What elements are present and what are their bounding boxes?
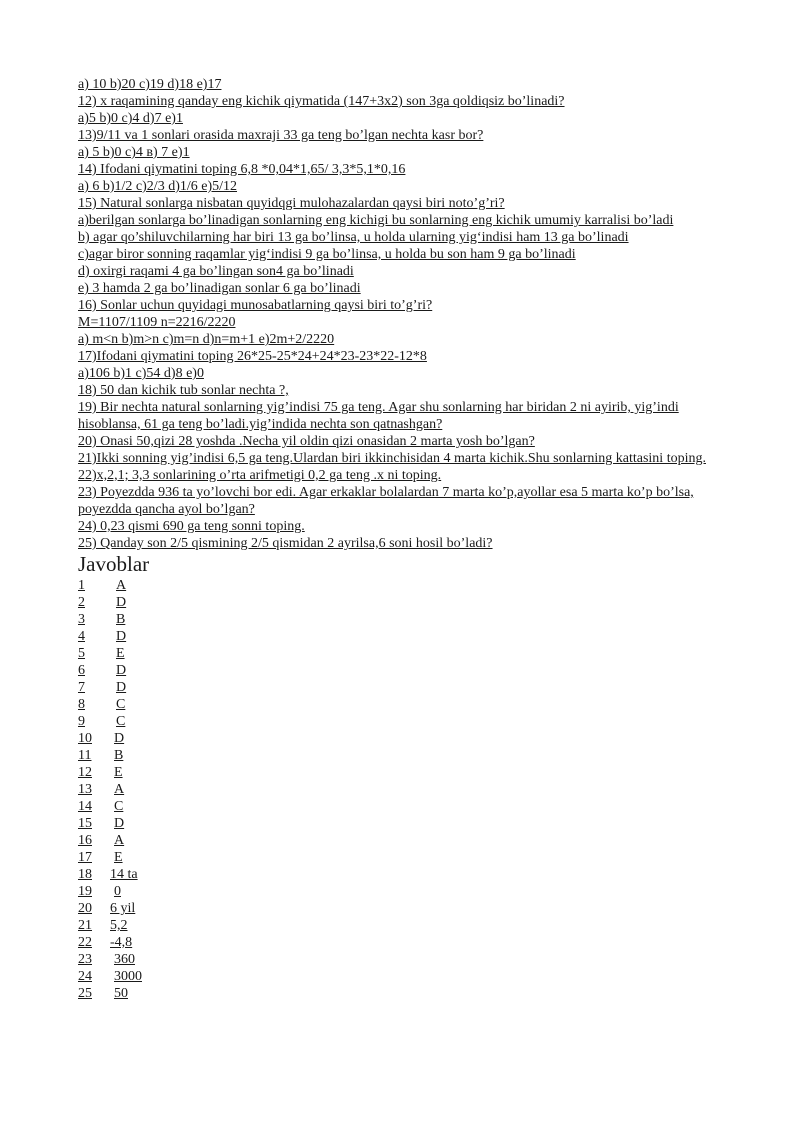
answer-number: 24	[78, 969, 92, 984]
answer-row	[78, 883, 778, 900]
answer-row	[78, 781, 778, 798]
text-line: 19) Bir nechta natural sonlarning yig’indisi 75 ga teng. Agar shu sonlarning har biridan 2 ni ayirib, yig’indi	[78, 400, 679, 415]
text-line: 14) Ifodani qiymatini toping 6,8 *0,04*1,65/ 3,3*5,1*0,16	[78, 162, 406, 177]
text-line: 13)9/11 va 1 sonlari orasida maxraji 33 ga teng bo’lgan nechta kasr bor?	[78, 128, 484, 143]
answer-number: 9	[78, 714, 85, 729]
text-line: a)106 b)1 c)54 d)8 e)0	[78, 366, 204, 381]
text-line: 21)Ikki sonning yig’indisi 6,5 ga teng.Ulardan biri ikkinchisidan 4 marta kichik.Shu sonlarning kattasini toping.	[78, 451, 706, 466]
answer-row	[78, 662, 778, 679]
answer-row	[78, 594, 778, 611]
text-line: a) m<n b)m>n c)m=n d)n=m+1 e)2m+2/2220	[78, 332, 335, 347]
answer-row	[78, 951, 778, 968]
answer-number: 11	[78, 748, 92, 763]
answer-number: 22	[78, 935, 92, 950]
answer-row	[78, 645, 778, 662]
answer-row	[78, 577, 778, 594]
answer-value: B	[116, 612, 126, 627]
answer-row	[78, 764, 778, 781]
answer-value: E	[114, 850, 123, 865]
answer-number: 7	[78, 680, 85, 695]
text-line: 22)x,2,1; 3,3 sonlarining o’rta arifmetigi 0,2 ga teng .x ni toping.	[78, 468, 442, 483]
answer-value: 0	[114, 884, 121, 899]
answer-number: 16	[78, 833, 92, 848]
text-line: b) agar qo’shiluvchilarning har biri 13 ga bo’linsa, u holda ularning yig‘indisi ham 13 ga bo’linadi	[78, 230, 629, 245]
answer-value: D	[114, 816, 125, 831]
text-line: poyezdda qancha ayol bo’lgan?	[78, 502, 255, 517]
answer-value: C	[116, 714, 126, 729]
answer-value: E	[114, 765, 123, 780]
answer-number: 19	[78, 884, 92, 899]
answer-number: 14	[78, 799, 92, 814]
text-line: 25) Qanday son 2/5 qismining 2/5 qismidan 2 ayrilsa,6 soni hosil bo’ladi?	[78, 536, 493, 551]
text-line: 15) Natural sonlarga nisbatan quyidqgi mulohazalardan qaysi biri noto’g’ri?	[78, 196, 505, 211]
answer-value: 50	[114, 986, 128, 1001]
text-line: 17)Ifodani qiymatini toping 26*25-25*24+24*23-23*22-12*8	[78, 349, 427, 364]
answer-row	[78, 934, 778, 951]
answer-value: A	[114, 782, 125, 797]
text-line: a) 5 b)0 c)4 в) 7 e)1	[78, 145, 190, 160]
answer-row	[78, 968, 778, 985]
answer-number: 4	[78, 629, 85, 644]
answer-number: 8	[78, 697, 85, 712]
text-line: hisoblansa, 61 ga teng bo’ladi.yig’indida nechta son qatnashgan?	[78, 417, 443, 432]
answer-value: C	[116, 697, 126, 712]
answer-value: -4,8	[110, 935, 133, 950]
answer-value: 360	[114, 952, 135, 967]
answer-number: 15	[78, 816, 92, 831]
answer-row	[78, 679, 778, 696]
answers-list	[78, 577, 778, 1002]
text-line: a)berilgan sonlarga bo’linadigan sonlarning eng kichigi bu sonlarning eng kichik umumiy karralisi bo’ladi	[78, 213, 674, 228]
answer-row	[78, 985, 778, 1002]
answer-row	[78, 611, 778, 628]
answer-value: 6 yil	[110, 901, 136, 916]
answer-value: D	[114, 731, 125, 746]
answer-value: D	[116, 629, 127, 644]
answer-number: 17	[78, 850, 92, 865]
text-line: d) oxirgi raqami 4 ga bo’lingan son4 ga bo’linadi	[78, 264, 354, 279]
text-line: a)5 b)0 c)4 d)7 e)1	[78, 111, 183, 126]
answer-value: A	[116, 578, 127, 593]
answer-value: E	[116, 646, 125, 661]
answer-value: 14 ta	[110, 867, 138, 882]
questions-block	[78, 76, 778, 552]
text-line: 18) 50 dan kichik tub sonlar nechta ?,	[78, 383, 289, 398]
answer-value: B	[114, 748, 124, 763]
text-line: 16) Sonlar uchun quyidagi munosabatlarning qaysi biri to’g’ri?	[78, 298, 433, 313]
answer-row	[78, 866, 778, 883]
text-line: 24) 0,23 qismi 690 ga teng sonni toping.	[78, 519, 305, 534]
answer-row	[78, 832, 778, 849]
answer-number: 25	[78, 986, 92, 1001]
answer-row	[78, 730, 778, 747]
answer-number: 20	[78, 901, 92, 916]
answer-value: C	[114, 799, 124, 814]
answer-number: 6	[78, 663, 85, 678]
answer-number: 18	[78, 867, 92, 882]
answer-value: 5,2	[110, 918, 128, 933]
answer-value: D	[116, 595, 127, 610]
answer-value: D	[116, 663, 127, 678]
answer-value: A	[114, 833, 125, 848]
answer-row	[78, 798, 778, 815]
answer-row	[78, 849, 778, 866]
answer-number: 5	[78, 646, 85, 661]
answer-number: 3	[78, 612, 85, 627]
answer-number: 23	[78, 952, 92, 967]
document-page	[78, 76, 778, 1002]
answer-number: 10	[78, 731, 92, 746]
answer-value: D	[116, 680, 127, 695]
text-line: 23) Poyezdda 936 ta yo’lovchi bor edi. Agar erkaklar bolalardan 7 marta ko’p,ayollar esa 5 marta ko’p bo’lsa,	[78, 485, 694, 500]
text-line: 20) Onasi 50,qizi 28 yoshda .Necha yil oldin qizi onasidan 2 marta yosh bo’lgan?	[78, 434, 535, 449]
answer-row	[78, 696, 778, 713]
answer-row	[78, 713, 778, 730]
answers-heading: Javoblar	[78, 552, 150, 576]
answer-row	[78, 747, 778, 764]
text-line: e) 3 hamda 2 ga bo’linadigan sonlar 6 ga bo’linadi	[78, 281, 361, 296]
answer-number: 1	[78, 578, 85, 593]
answer-row	[78, 917, 778, 934]
answer-row	[78, 628, 778, 645]
text-line: c)agar biror sonning raqamlar yig‘indisi 9 ga bo’linsa, u holda bu son ham 9 ga bo’linadi	[78, 247, 576, 262]
answer-number: 21	[78, 918, 92, 933]
text-line: M=1107/1109 n=2216/2220	[78, 315, 236, 330]
answer-number: 2	[78, 595, 85, 610]
answer-row	[78, 900, 778, 917]
answer-row	[78, 815, 778, 832]
text-line: a) 10 b)20 c)19 d)18 e)17	[78, 77, 222, 92]
answer-number: 13	[78, 782, 92, 797]
answer-number: 12	[78, 765, 92, 780]
text-line: a) 6 b)1/2 c)2/3 d)1/6 e)5/12	[78, 179, 238, 194]
answer-value: 3000	[114, 969, 142, 984]
text-line: 12) x raqamining qanday eng kichik qiymatida (147+3x2) son 3ga qoldiqsiz bo’linadi?	[78, 94, 565, 109]
